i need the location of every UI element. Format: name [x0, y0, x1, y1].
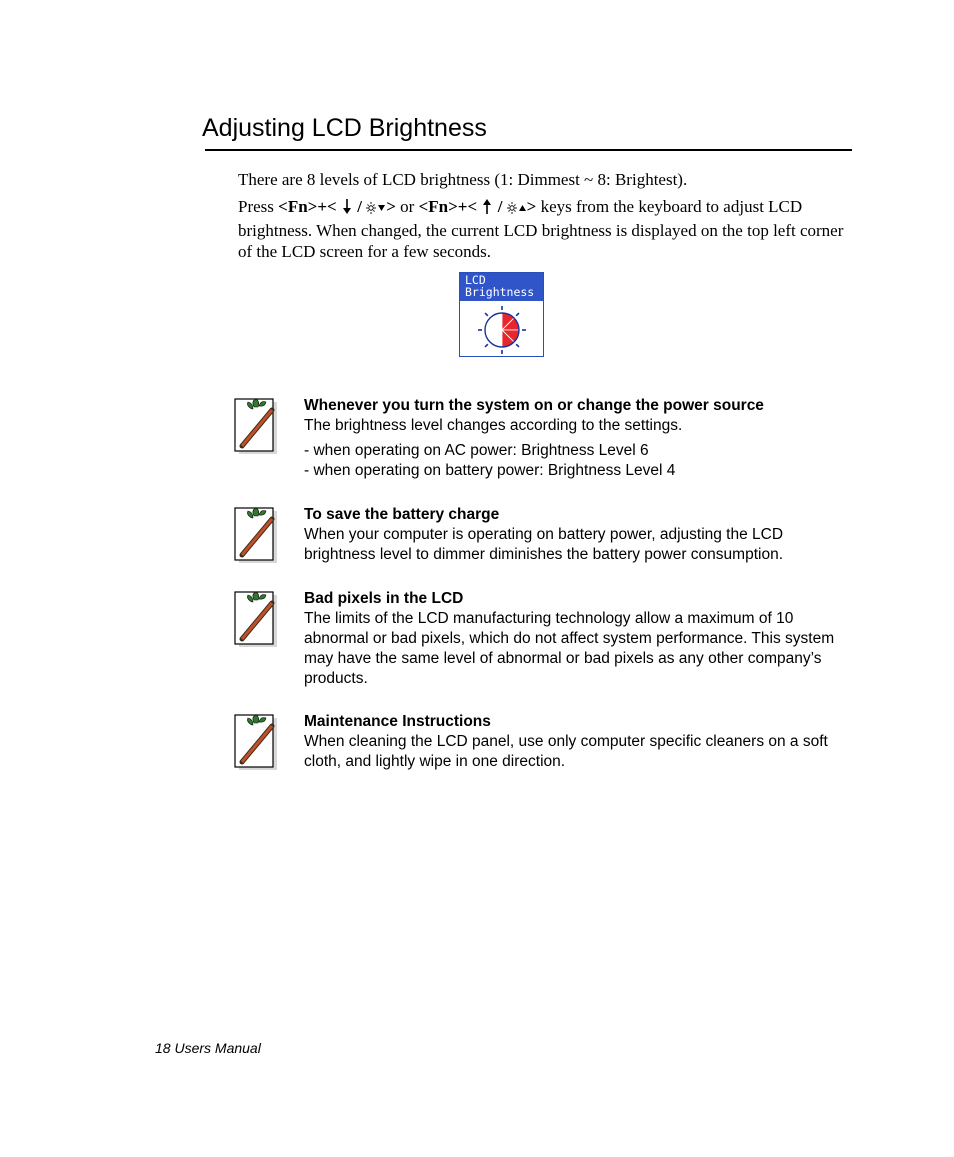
intro-paragraph: There are 8 levels of LCD brightness (1: Dimmest ~ 8: Brightest).: [238, 170, 688, 189]
osd-header: [460, 273, 543, 301]
note-battery-charge: [232, 505, 862, 575]
brightness-gauge: [472, 303, 532, 357]
press-word: Press: [238, 197, 279, 216]
note-pencil-icon: [232, 589, 280, 651]
brightness-up-icon: [507, 199, 527, 220]
page-title: Adjusting LCD Brightness: [202, 114, 487, 142]
note-list-item: - when operating on battery power: Brightness Level 4: [304, 462, 676, 479]
note-pencil-icon: [232, 505, 280, 567]
note-maintenance: [232, 712, 862, 782]
note-text: The brightness level changes according to the settings.: [304, 417, 683, 434]
note-pencil-icon: [232, 712, 280, 774]
fn-key-combo: <Fn>+<: [418, 197, 478, 216]
gauge-ray: [516, 344, 519, 347]
note-list-item: - when operating on AC power: Brightness Level 6: [304, 442, 649, 459]
arrow-down-icon: [341, 198, 353, 220]
osd-label-line2: Brightness: [465, 285, 535, 299]
note-title: Maintenance Instructions: [304, 713, 491, 730]
fn-key-combo: <Fn>+<: [278, 197, 337, 216]
gauge-ray: [516, 313, 519, 316]
arrow-up-icon: [481, 198, 493, 220]
gauge-ray: [485, 313, 488, 316]
lcd-brightness-osd: [459, 272, 544, 357]
note-power-source: [232, 396, 862, 486]
note-text: When your computer is operating on battery power, adjusting the LCD brightness level to dimmer diminishes the battery power consumption.: [304, 526, 784, 563]
press-paragraph: Press <Fn>+< / > or <Fn>+< / > keys from the keyboard to adjust LCD brightness. When changed, the current LCD brightness is displayed on the top left corner of the LCD screen for a few seconds.: [238, 197, 844, 261]
note-bad-pixels: [232, 589, 862, 689]
note-pencil-icon: [232, 396, 280, 458]
note-text: The limits of the LCD manufacturing technology allow a maximum of 10 abnormal or bad pixels, which do not affect system performance. This system may have the same level of abnormal or bad pixels as any other company’s products.: [304, 610, 835, 687]
note-text: When cleaning the LCD panel, use only computer specific cleaners on a soft cloth, and lightly wipe in one direction.: [304, 733, 828, 770]
note-title: Whenever you turn the system on or change the power source: [304, 397, 764, 414]
osd-label-line1: LCD: [465, 273, 486, 287]
note-title: To save the battery charge: [304, 506, 500, 523]
brightness-down-icon: [366, 199, 386, 220]
gauge-ray: [485, 344, 488, 347]
page-footer: 18 Users Manual: [155, 1040, 261, 1056]
title-rule: [205, 149, 852, 151]
note-title: Bad pixels in the LCD: [304, 590, 464, 607]
